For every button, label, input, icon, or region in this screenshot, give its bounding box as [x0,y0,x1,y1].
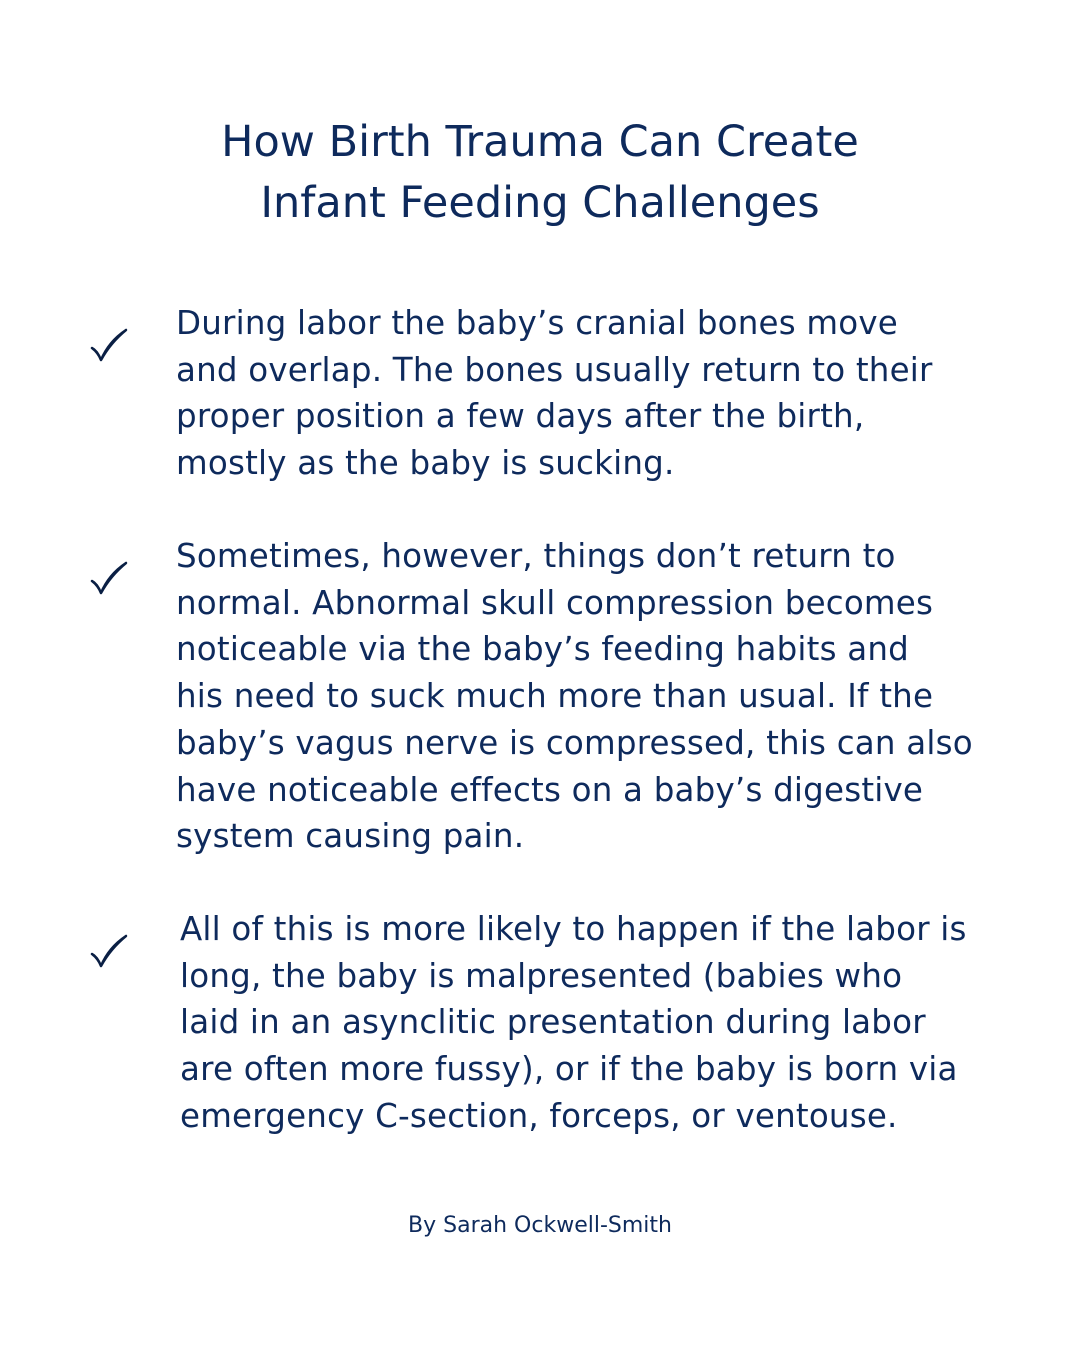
item-text [180,906,967,1140]
author-byline: By Sarah Ockwell-Smith [408,1213,672,1238]
item-line: mostly as the baby is sucking. [176,444,675,483]
item-line: have noticeable effects on a baby’s digestive [176,770,924,809]
checkmark-icon [86,324,130,368]
checkmark-icon [86,557,130,601]
item-line: During labor the baby’s cranial bones move [176,304,898,342]
item-line: emergency C-section, forceps, or ventouse. [180,1096,898,1135]
item-line: normal. Abnormal skull compression becomes [176,583,934,622]
item-text [176,300,933,487]
item-line: proper position a few days after the birth, [176,397,865,436]
item-line: baby’s vagus nerve is compressed, this can also [176,723,973,762]
title-line-1: How Birth Trauma Can Create [221,117,859,167]
item-line: All of this is more likely to happen if the labor is [180,910,967,948]
item-line: his need to suck much more than usual. If the [176,677,934,716]
item-line: system causing pain. [176,817,525,856]
item-line: Sometimes, however, things don’t return to [176,537,896,575]
page-title [0,112,1080,234]
checkmark-icon [86,930,130,974]
item-line: long, the baby is malpresented (babies who [180,956,903,995]
item-line: are often more fussy), or if the baby is born via [180,1050,958,1089]
item-text [176,533,973,860]
item-line: and overlap. The bones usually return to their [176,350,933,389]
title-line-2: Infant Feeding Challenges [260,178,820,228]
item-line: laid in an asynclitic presentation during labor [180,1003,926,1042]
item-line: noticeable via the baby’s feeding habits and [176,630,909,669]
